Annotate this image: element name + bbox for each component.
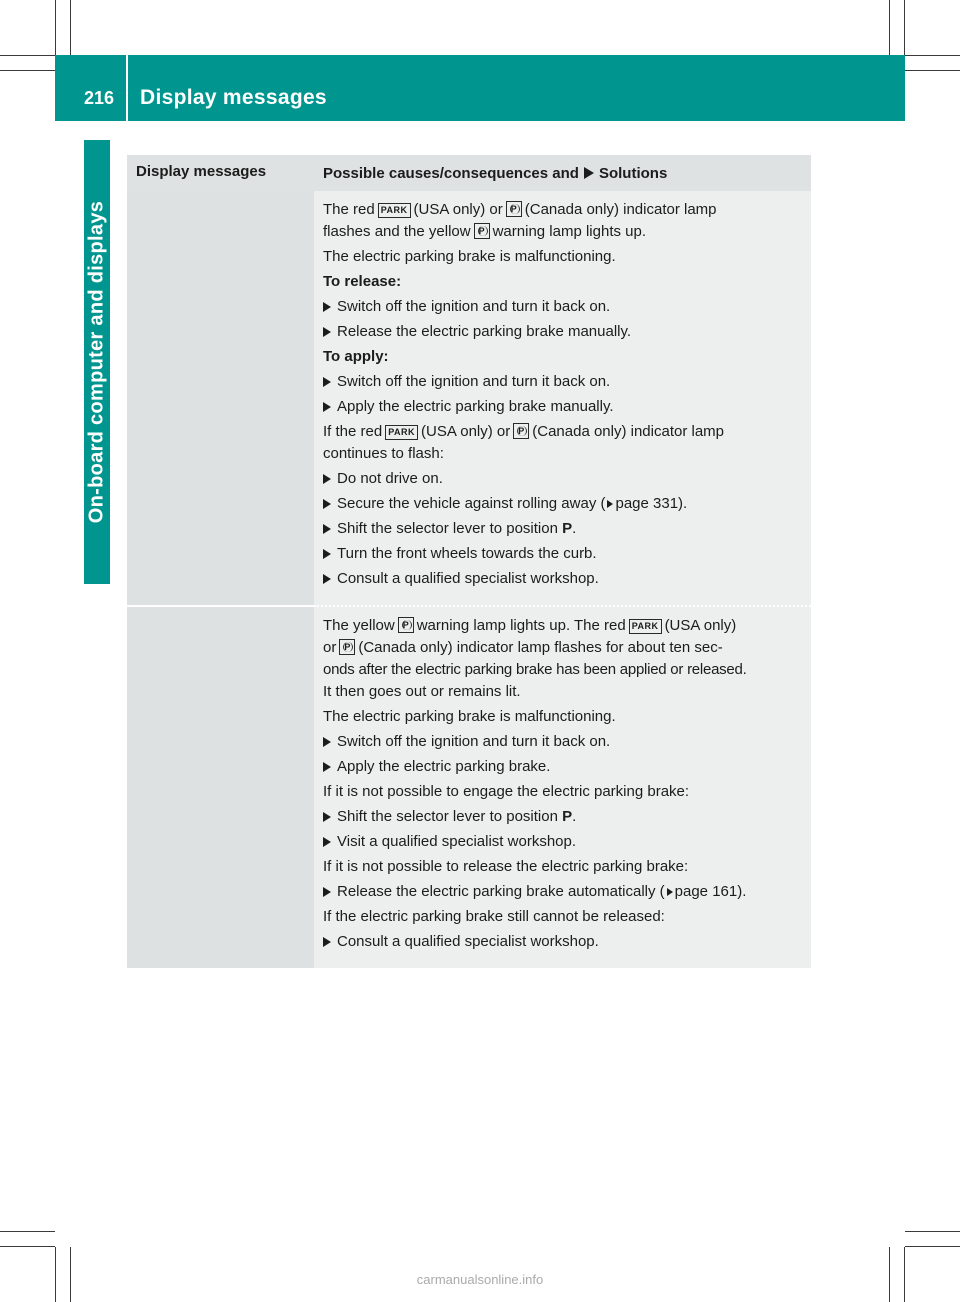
- crop-mark: [0, 1246, 55, 1247]
- parking-brake-indicator-icon: P: [506, 201, 522, 217]
- step-arrow-icon: [323, 377, 331, 387]
- list-item: Switch off the ignition and turn it back on.: [323, 296, 811, 318]
- crop-mark: [904, 0, 905, 55]
- list-item: Apply the electric parking brake manually.: [323, 396, 811, 418]
- display-messages-table: [127, 155, 811, 968]
- step-arrow-icon: [323, 887, 331, 897]
- list-item: Secure the vehicle against rolling away ( page 331).: [323, 493, 811, 515]
- page-number: 216: [84, 88, 115, 108]
- page-reference-link[interactable]: page 161).: [674, 883, 747, 900]
- col-header-display-messages: Display messages: [136, 163, 267, 180]
- crop-mark: [905, 1231, 960, 1232]
- step-arrow-icon: [323, 524, 331, 534]
- crop-mark: [70, 0, 71, 55]
- parking-brake-warning-icon: P: [398, 617, 414, 633]
- step-arrow-icon: [323, 499, 331, 509]
- section-side-label: On-board computer and displays: [85, 200, 108, 524]
- solutions-cell: The yellow P warning lamp lights up. The red PARK (USA only) or P (Canada only) indicator lamp flashes for about ten sec- onds after the electric parking brake has been applied or released. It then goes out or remains lit. The electric parking brake is malfunctioning. Switch off the ignition and turn it back on. Apply the electric parking brake. If it is not possible to engage the electric parking brake: Shift the selector lever to position P. Visit a qualified specialist workshop. If it is not possible to release the electric parking brake: Release the electric parking brake automatically ( page 161). If the electric parking brake still cannot be released: Consult a qualified specialist workshop.: [314, 605, 811, 968]
- header-divider: [126, 55, 128, 121]
- list-item: Consult a qualified specialist workshop.: [323, 568, 811, 590]
- list-item: Switch off the ignition and turn it back on.: [323, 371, 811, 393]
- display-message-cell: [127, 605, 314, 968]
- crop-mark: [905, 1246, 960, 1247]
- list-item: Switch off the ignition and turn it back on.: [323, 731, 811, 753]
- list-item: Turn the front wheels towards the curb.: [323, 543, 811, 565]
- list-item: Visit a qualified specialist workshop.: [323, 831, 811, 853]
- park-indicator-icon: PARK: [385, 425, 418, 440]
- list-item: Do not drive on.: [323, 468, 811, 490]
- crop-mark: [0, 55, 55, 56]
- solutions-arrow-icon: [584, 167, 594, 179]
- crop-mark: [55, 0, 56, 55]
- page-title: Display messages: [140, 86, 327, 109]
- list-item: Shift the selector lever to position P.: [323, 518, 811, 540]
- step-arrow-icon: [323, 549, 331, 559]
- park-indicator-icon: PARK: [629, 619, 662, 634]
- col-header-causes-solutions: Possible causes/consequences and Solutions: [323, 165, 668, 182]
- step-arrow-icon: [323, 474, 331, 484]
- page-reference-icon: [607, 500, 613, 508]
- crop-mark: [0, 70, 55, 71]
- table-row: [127, 605, 811, 968]
- step-arrow-icon: [323, 937, 331, 947]
- park-indicator-icon: PARK: [378, 203, 411, 218]
- solutions-cell: The red PARK (USA only) or P (Canada only) indicator lamp flashes and the yellow P warning lamp lights up. The electric parking brake is malfunctioning. To release: Switch off the ignition and turn it back on. Release the electric parking brake manually. To apply: Switch off the ignition and turn it back on. Apply the electric parking brake manually. If the red PARK (USA only) or P (Canada only) indicator lamp continues to flash: Do not drive on. Secure the vehicle against rolling away ( page 331). Shift the selector lever to position P. Turn the front wheels towards the curb. Consult a qualified specialist workshop.: [314, 191, 811, 605]
- parking-brake-warning-icon: P: [474, 223, 490, 239]
- display-message-cell: [127, 191, 314, 605]
- page-reference-link[interactable]: page 331).: [615, 495, 688, 512]
- table-header: [127, 155, 811, 191]
- step-arrow-icon: [323, 574, 331, 584]
- page-reference-icon: [667, 888, 673, 896]
- crop-mark: [0, 1231, 55, 1232]
- crop-mark: [905, 55, 960, 56]
- list-item: Release the electric parking brake automatically ( page 161).: [323, 881, 811, 903]
- step-arrow-icon: [323, 837, 331, 847]
- list-item: Release the electric parking brake manually.: [323, 321, 811, 343]
- list-item: Consult a qualified specialist workshop.: [323, 931, 811, 953]
- parking-brake-indicator-icon: P: [513, 423, 529, 439]
- step-arrow-icon: [323, 737, 331, 747]
- step-arrow-icon: [323, 402, 331, 412]
- list-item: Apply the electric parking brake.: [323, 756, 811, 778]
- parking-brake-indicator-icon: P: [339, 639, 355, 655]
- step-arrow-icon: [323, 302, 331, 312]
- watermark: carmanualsonline.info: [416, 1272, 544, 1287]
- list-item: Shift the selector lever to position P.: [323, 806, 811, 828]
- step-arrow-icon: [323, 762, 331, 772]
- step-arrow-icon: [323, 327, 331, 337]
- step-arrow-icon: [323, 812, 331, 822]
- crop-mark: [889, 0, 890, 55]
- crop-mark: [905, 70, 960, 71]
- table-row: [127, 191, 811, 605]
